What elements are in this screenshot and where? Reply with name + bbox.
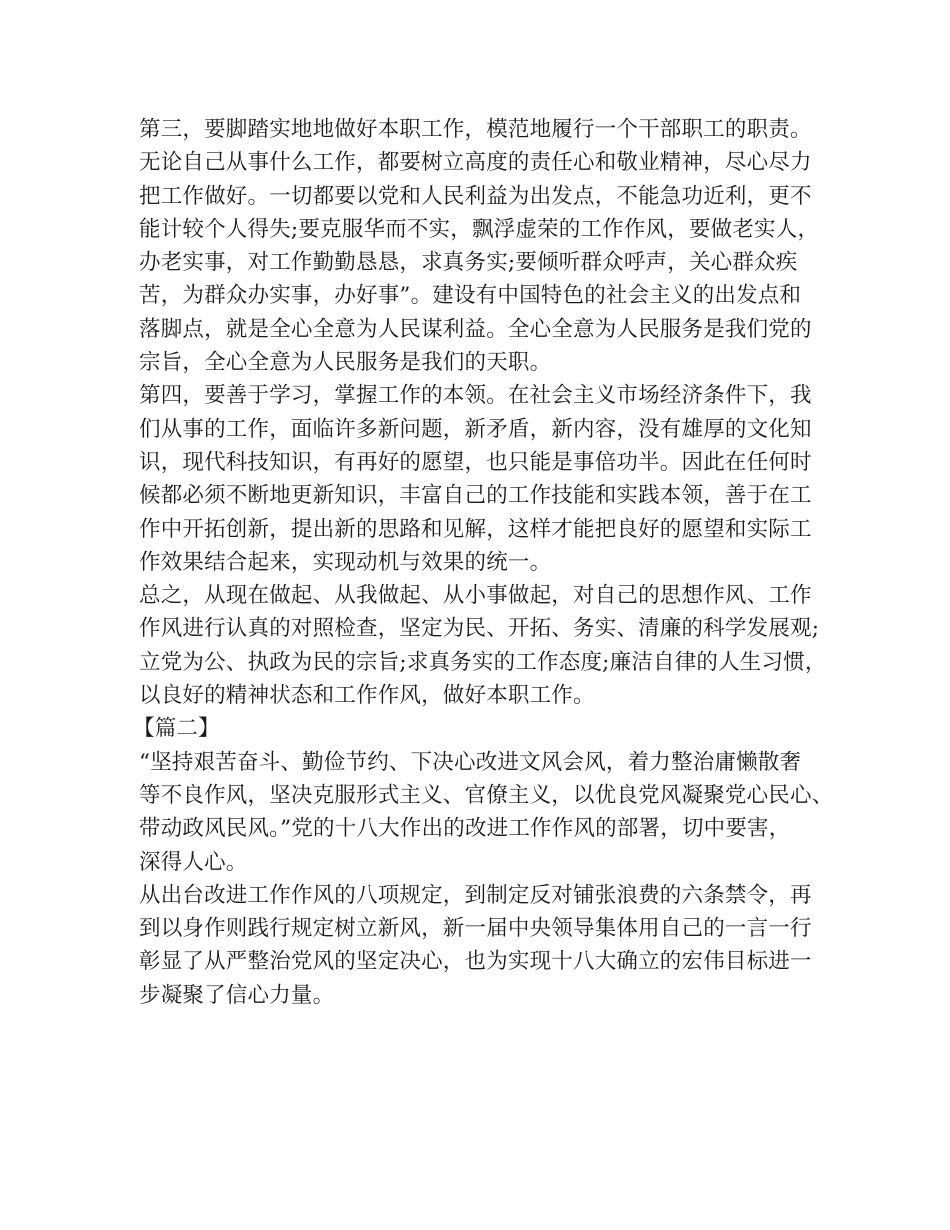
- text-line: 候都必须不断地更新知识，丰富自己的工作技能和实践本领，善于在工: [139, 483, 812, 509]
- text-line: 作中开拓创新，提出新的思路和见解，这样才能把良好的愿望和实际工: [139, 516, 812, 542]
- text-line: 宗旨，全心全意为人民服务是我们的天职。: [139, 350, 552, 376]
- text-line: 作风进行认真的对照检查，坚定为民、开拓、务实、清廉的科学发展观;: [139, 616, 820, 642]
- text-line: 第四，要善于学习，掌握工作的本领。在社会主义市场经济条件下，我: [139, 383, 812, 409]
- text-line: 深得人心。: [139, 849, 248, 875]
- text-line: 们从事的工作，面临许多新问题，新矛盾，新内容，没有雄厚的文化知: [139, 416, 812, 442]
- text-line: 办老实事，对工作勤勤恳恳，求真务实;要倾听群众呼声，关心群众疾: [139, 250, 798, 276]
- text-line: 苦，为群众办实事，办好事”。建设有中国特色的社会主义的出发点和: [139, 283, 802, 309]
- text-line: 识，现代科技知识，有再好的愿望，也只能是事倍功半。因此在任何时: [139, 449, 812, 475]
- document-body: [133, 113, 834, 1012]
- text-line: 从出台改进工作作风的八项规定，到制定反对铺张浪费的六条禁令，再: [139, 882, 812, 908]
- text-line: 立党为公、执政为民的宗旨;求真务实的工作态度;廉洁自律的人生习惯，: [139, 649, 827, 675]
- text-line: “坚持艰苦奋斗、勤俭节约、下决心改进文风会风，着力整治庸懒散奢: [139, 749, 802, 775]
- text-line: 彰显了从严整治党风的坚定决心，也为实现十八大确立的宏伟目标进一: [139, 949, 812, 975]
- text-line: 落脚点，就是全心全意为人民谋利益。全心全意为人民服务是我们党的: [139, 316, 812, 342]
- text-line: 把工作做好。一切都要以党和人民利益为出发点，不能急功近利，更不: [139, 183, 812, 209]
- text-line: 第三，要脚踏实地地做好本职工作，模范地履行一个干部职工的职责。: [139, 117, 812, 142]
- text-line: 能计较个人得失;要克服华而不实，飘浮虚荣的工作作风，要做老实人，: [139, 216, 820, 242]
- text-line: 步凝聚了信心力量。: [139, 982, 335, 1008]
- text-line: 到以身作则践行规定树立新风，新一届中央领导集体用自己的一言一行: [139, 916, 812, 942]
- section-heading: 【篇二】: [133, 716, 220, 742]
- text-line: 无论自己从事什么工作，都要树立高度的责任心和敬业精神，尽心尽力: [139, 150, 812, 176]
- text-line: 作效果结合起来，实现动机与效果的统一。: [139, 549, 552, 575]
- text-line: 总之，从现在做起、从我做起、从小事做起，对自己的思想作风、工作: [139, 583, 812, 609]
- text-line: 以良好的精神状态和工作作风，做好本职工作。: [139, 683, 595, 709]
- text-line: 带动政风民风。”党的十八大作出的改进工作作风的部署，切中要害，: [139, 816, 791, 842]
- text-line: 等不良作风，坚决克服形式主义、官僚主义，以优良党风凝聚党心民心、: [139, 782, 834, 808]
